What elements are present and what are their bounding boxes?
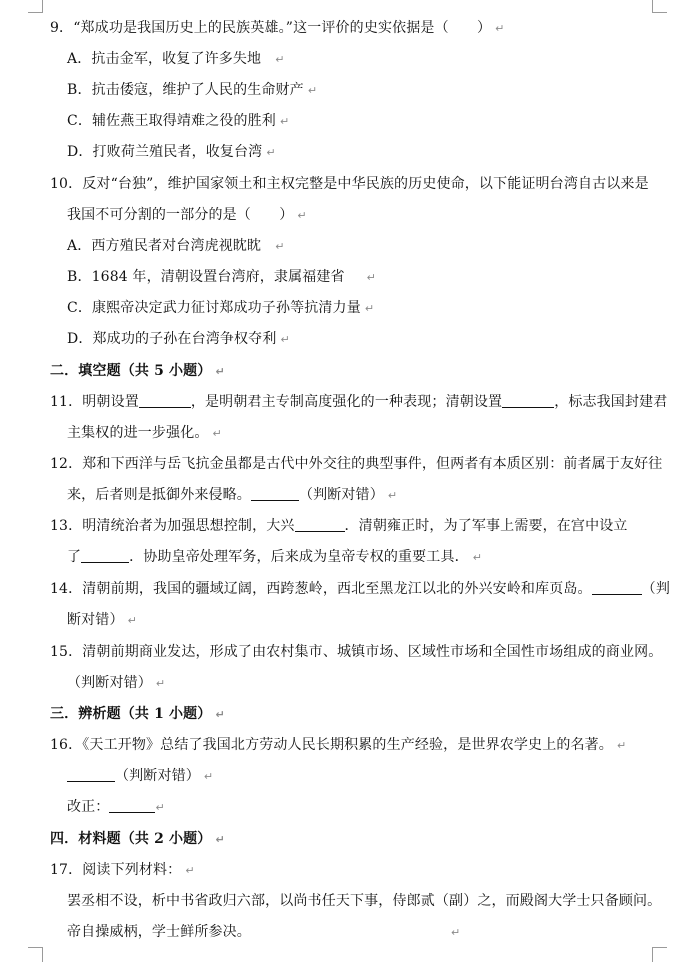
q13-blank-1[interactable] — [295, 517, 345, 532]
section-heading-fill-blank: 二．填空题（共 5 小题） ↵ — [50, 363, 225, 379]
section-heading-analysis: 三．辨析题（共 1 小题） ↵ — [50, 706, 225, 722]
q11-blank-2[interactable] — [502, 393, 554, 408]
q11-blank-1[interactable] — [139, 393, 191, 408]
q10-option-c: C．康熙帝决定武力征讨郑成功子孙等抗清力量 ↵ — [67, 300, 375, 316]
q10-option-b: B．1684 年，清朝设置台湾府，隶属福建省 ↵ — [67, 269, 377, 285]
corner-mark-bottom-left — [28, 947, 43, 962]
q9-option-c: C．辅佐燕王取得靖难之役的胜利 ↵ — [67, 113, 290, 129]
corner-mark-top-left — [28, 0, 43, 13]
q10-option-a: A．西方殖民者对台湾虎视眈眈 ↵ — [67, 238, 285, 254]
q12-answer-blank[interactable] — [251, 486, 299, 501]
q17-material-line1: 罢丞相不设，析中书省政归六部，以尚书任天下事，侍郎贰（副）之，而殿阁大学士只备顾问。 — [67, 893, 662, 909]
q11-line2: 主集权的进一步强化。 ↵ — [67, 425, 222, 441]
q9-option-d: D．打败荷兰殖民者，收复台湾 ↵ — [67, 144, 276, 160]
q16-line1: 16．《天工开物》总结了我国北方劳动人民长期积累的生产经验，是世界农学史上的名著。 ↵ — [50, 737, 627, 753]
q16-correction: 改正： ↵ — [67, 799, 165, 815]
q9-option-b: B．抗击倭寇，维护了人民的生命财产 ↵ — [67, 82, 318, 98]
q13-line2: 了 ．协助皇帝处理军务，后来成为皇帝专权的重要工具． ↵ — [67, 549, 483, 565]
q17-material-line2: 帝自操威柄，学士鲜所参决。 ↵ — [67, 924, 461, 940]
q11-line1: 11．明朝设置 ，是明朝君主专制高度强化的一种表现；清朝设置 ，标志我国封建君 — [50, 394, 668, 410]
q13-blank-2[interactable] — [81, 548, 129, 563]
q10-option-d: D．郑成功的子孙在台湾争权夺利 ↵ — [67, 331, 290, 347]
corner-mark-top-right — [652, 0, 667, 13]
q9-stem: 9．“郑成功是我国历史上的民族英雄。”这一评价的史实依据是（ ） ↵ — [50, 20, 505, 36]
q14-line2: 断对错） ↵ — [67, 612, 137, 628]
q12-line2: 来，后者则是抵御外来侵略。 （判断对错） ↵ — [67, 487, 398, 503]
q9-option-a: A．抗击金军，收复了许多失地 ↵ — [67, 51, 285, 67]
q16-answer-blank[interactable] — [67, 767, 115, 782]
q17-line1: 17．阅读下列材料： ↵ — [50, 862, 195, 878]
q10-stem-line2: 我国不可分割的一部分的是（ ） ↵ — [67, 207, 307, 223]
q13-line1: 13．明清统治者为加强思想控制，大兴 ．清朝雍正时，为了军事上需要，在宫中设立 — [50, 518, 628, 534]
q16-correction-blank[interactable] — [109, 798, 155, 813]
q14-line1: 14．清朝前期，我国的疆域辽阔，西跨葱岭，西北至黑龙江以北的外兴安岭和库页岛。 （判 — [50, 581, 670, 597]
q10-stem-line1: 10．反对“台独”，维护国家领土和主权完整是中华民族的历史使命，以下能证明台湾自古以来是 — [50, 176, 649, 192]
corner-mark-bottom-right — [652, 947, 667, 962]
q12-line1: 12．郑和下西洋与岳飞抗金虽都是古代中外交往的典型事件，但两者有本质区别：前者属于友好往 — [50, 456, 663, 472]
q16-line2: （判断对错） ↵ — [67, 766, 213, 787]
q15-line2: （判断对错） ↵ — [67, 675, 166, 691]
q15-line1: 15．清朝前期商业发达，形成了由农村集市、城镇市场、区域性市场和全国性市场组成的商业网。 — [50, 644, 663, 660]
section-heading-material: 四．材料题（共 2 小题） ↵ — [50, 831, 225, 847]
q14-answer-blank[interactable] — [592, 580, 642, 595]
